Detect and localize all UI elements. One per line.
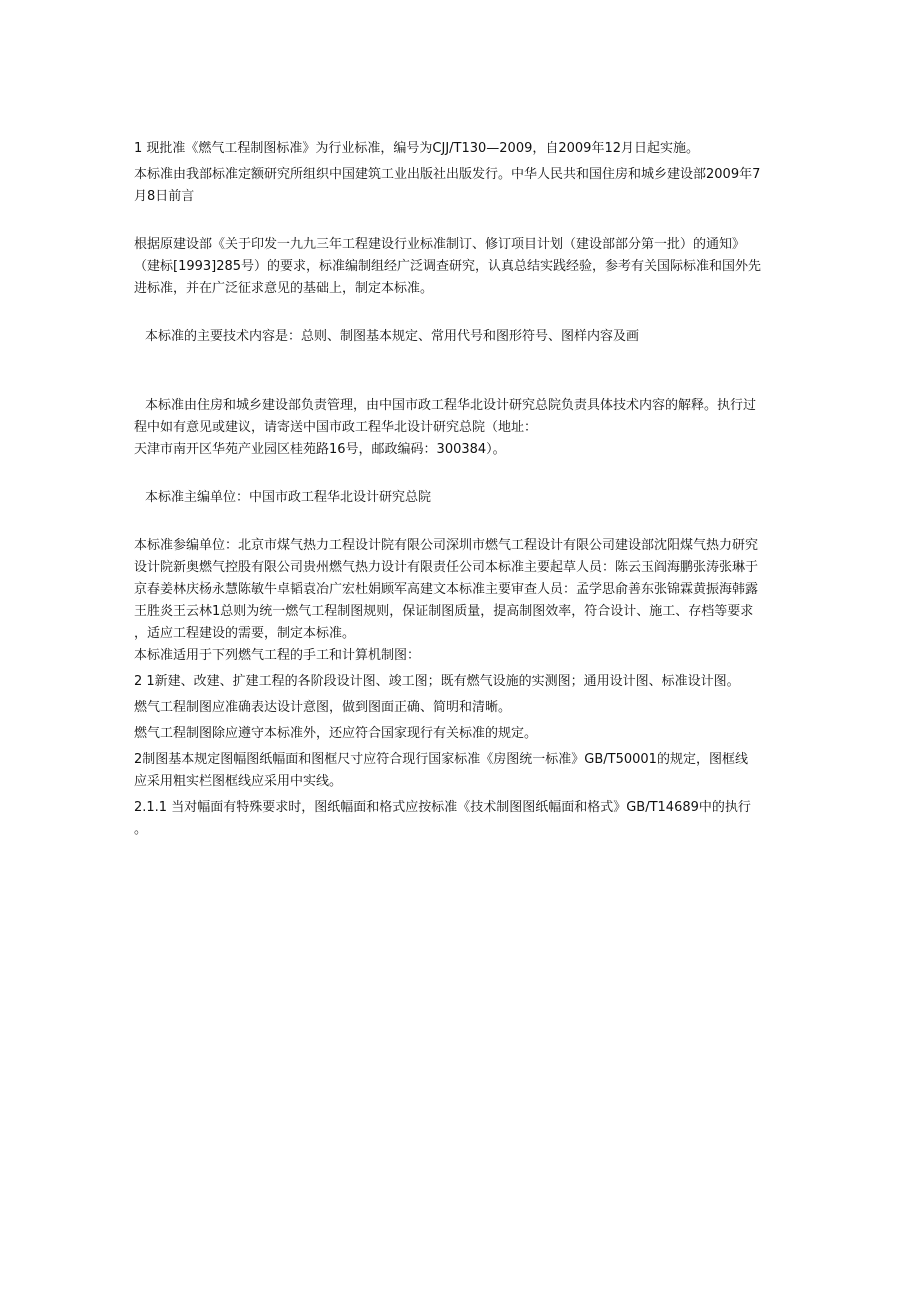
text-line: 月8日前言 [134, 189, 195, 204]
text-line: ，适应工程建设的需要，制定本标准。 [134, 626, 356, 641]
paragraph-drawing-accuracy: 燃气工程制图应准确表达设计意图，做到图面正确、简明和清晰。 [134, 700, 512, 715]
paragraph-2-1-1 [134, 797, 794, 841]
paragraph-participants [134, 535, 794, 645]
paragraph-management [134, 395, 794, 461]
text-line: 京春姜林庆杨永慧陈敏牛卓韬袁冶广宏杜娟顾军高建文本标准主要审查人员：孟学思俞善东张锦霖黄振海韩露 [134, 582, 759, 597]
text-line: 天津市南开区华苑产业园区桂苑路16号，邮政编码：300384）。 [134, 442, 506, 457]
text-line: 2制图基本规定图幅图纸幅面和图框尺寸应符合现行国家标准《房图统一标准》GB/T50001的规定，图框线 [134, 752, 748, 767]
text-line: 本标准参编单位：北京市煤气热力工程设计院有限公司深圳市燃气工程设计有限公司建设部沈阳煤气热力研究 [134, 538, 759, 553]
paragraph-main-content: 本标准的主要技术内容是：总则、制图基本规定、常用代号和图形符号、图样内容及画 [145, 329, 640, 344]
text-line: （建标[1993]285号）的要求，标准编制组经广泛调查研究，认真总结实践经验，参考有关国际标准和国外先 [134, 259, 762, 274]
text-line: 进标准，并在广泛征求意见的基础上，制定本标准。 [134, 281, 434, 296]
paragraph-standards-compliance: 燃气工程制图除应遵守本标准外，还应符合国家现行有关标准的规定。 [134, 726, 538, 741]
text-line: 2.1.1 当对幅面有特殊要求时，图纸幅面和格式应按标准《技术制图图纸幅面和格式》GB/T14689中的执行 [134, 800, 751, 815]
paragraph-approval: 1 现批准《燃气工程制图标准》为行业标准，编号为CJJ/T130—2009，自2009年12月日起实施。 [134, 141, 699, 156]
paragraph-scope: 本标准适用于下列燃气工程的手工和计算机制图： [134, 648, 421, 663]
text-line: 根据原建设部《关于印发一九九三年工程建设行业标准制订、修订项目计划（建设部部分第一批）的通知》 [134, 237, 746, 252]
paragraph-publication [134, 164, 794, 208]
document-body [134, 138, 794, 841]
text-line: 王胜炎王云林1总则为统一燃气工程制图规则，保证制图质量，提高制图效率，符合设计、施工、存档等要求 [134, 604, 754, 619]
paragraph-section-2: 2 1新建、改建、扩建工程的各阶段设计图、竣工图；既有燃气设施的实测图；通用设计图、标准设计图。 [134, 674, 740, 689]
paragraph-basis [134, 234, 794, 300]
text-line: 程中如有意见或建议，请寄送中国市政工程华北设计研究总院（地址： [134, 420, 538, 435]
text-line: 本标准由住房和城乡建设部负责管理，由中国市政工程华北设计研究总院负责具体技术内容的解释。执行过 [145, 398, 757, 413]
text-line: 。 [134, 822, 148, 837]
text-line: 设计院新奥燃气控股有限公司贵州燃气热力设计有限责任公司本标准主要起草人员：陈云玉阎海鹏张涛张琳于 [134, 560, 759, 575]
text-line: 应采用粗实栏图框线应采用中实线。 [134, 774, 343, 789]
paragraph-basic-rules [134, 749, 794, 793]
paragraph-chief-editor: 本标准主编单位：中国市政工程华北设计研究总院 [145, 490, 432, 505]
text-line: 本标准由我部标准定额研究所组织中国建筑工业出版社出版发行。中华人民共和国住房和城乡建设部2009年7 [134, 167, 761, 182]
